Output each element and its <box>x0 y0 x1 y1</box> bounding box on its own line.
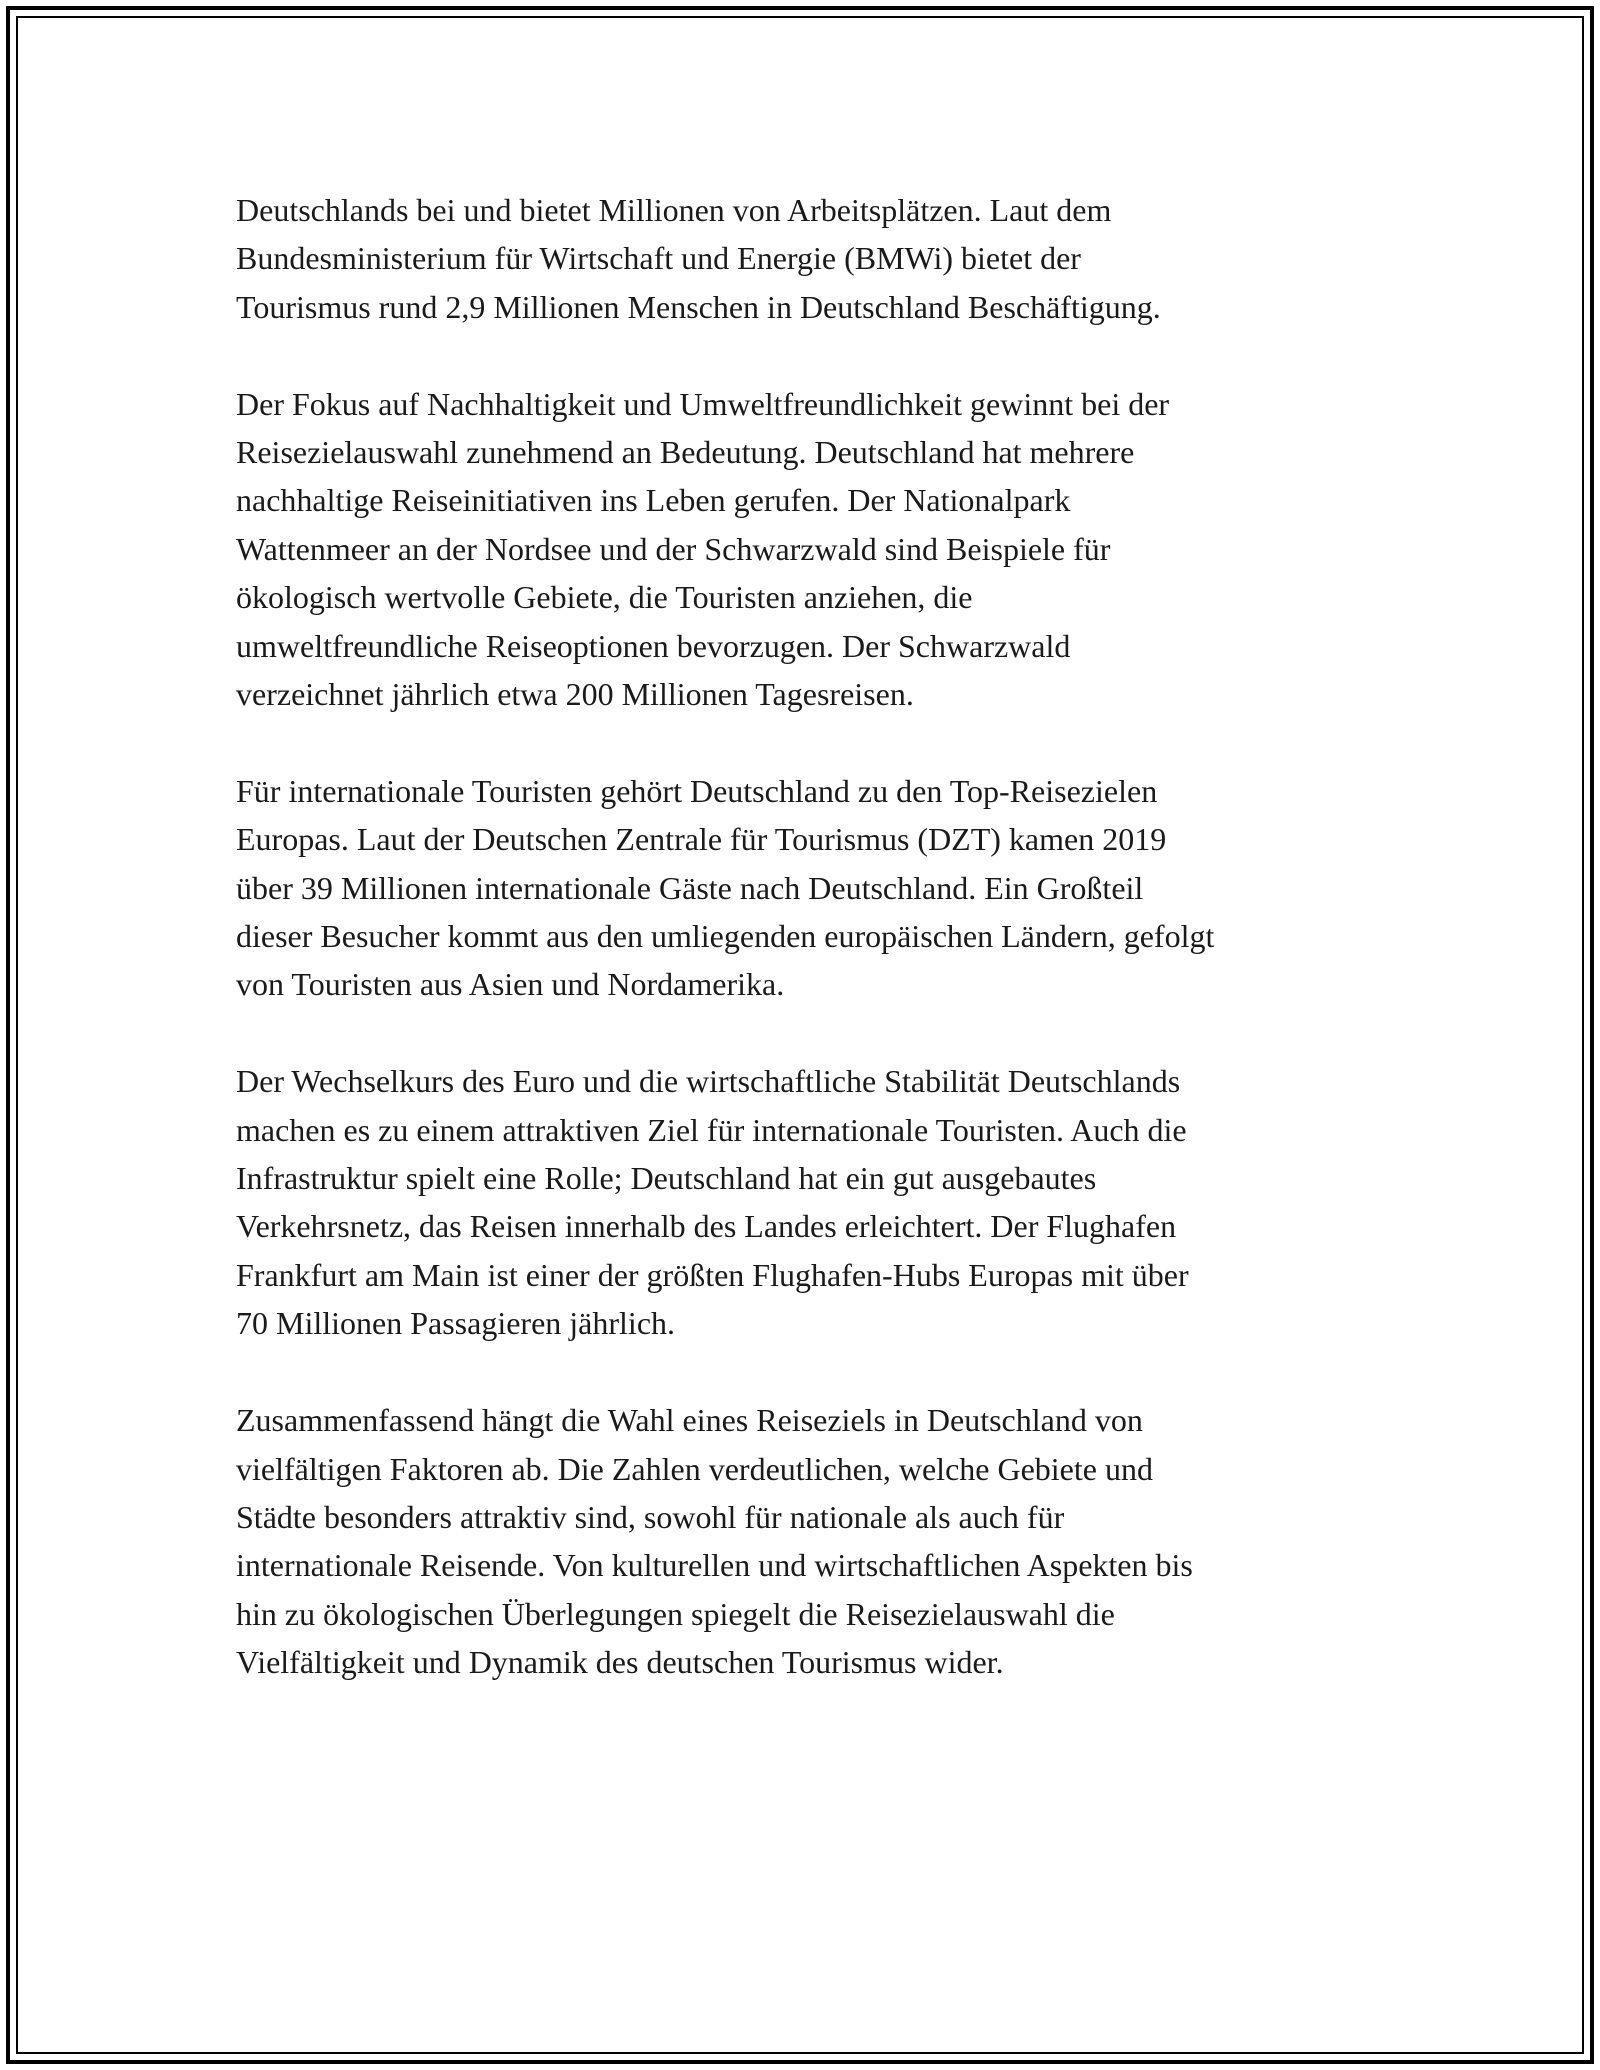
paragraph-conclusion: Zusammenfassend hängt die Wahl eines Reiseziels in Deutschland von vielfältigen Faktoren ab. Die Zahlen verdeutlichen, welche Gebiete und Städte besonders attraktiv sind, sowohl für nationale als auch für internationale Reisende. Von kulturellen und wirtschaftlichen Aspekten bis hin zu ökologischen Überlegungen spiegelt die Reisezielauswahl die Vielfältigkeit und Dynamik des deutschen Tourismus wider. <box>236 1402 1193 1681</box>
document-body <box>236 186 1386 1735</box>
paragraph-sustainability: Der Fokus auf Nachhaltigkeit und Umweltfreundlichkeit gewinnt bei der Reisezielauswahl zunehmend an Bedeutung. Deutschland hat mehrere nachhaltige Reiseinitiativen ins Leben gerufen. Der Nationalpark Wattenmeer an der Nordsee und der Schwarzwald sind Beispiele für ökologisch wertvolle Gebiete, die Touristen anziehen, die umweltfreundliche Reiseoptionen bevorzugen. Der Schwarzwald verzeichnet jährlich etwa 200 Millionen Tagesreisen. <box>236 385 1170 713</box>
paragraph-employment: Deutschlands bei und bietet Millionen von Arbeitsplätzen. Laut dem Bundesministerium für Wirtschaft und Energie (BMWi) bietet der Tourismus rund 2,9 Millionen Menschen in Deutschland Beschäftigung. <box>236 192 1161 325</box>
paragraph-international-tourists: Für internationale Touristen gehört Deutschland zu den Top-Reisezielen Europas. Laut der Deutschen Zentrale für Tourismus (DZT) kamen 2019 über 39 Millionen internationale Gäste nach Deutschland. Ein Großteil dieser Besucher kommt aus den umliegenden europäischen Ländern, gefolgt von Touristen aus Asien und Nordamerika. <box>236 772 1215 1003</box>
paragraph-exchange-rate-infrastructure: Der Wechselkurs des Euro und die wirtschaftliche Stabilität Deutschlands machen es zu einem attraktiven Ziel für internationale Touristen. Auch die Infrastruktur spielt eine Rolle; Deutschland hat ein gut ausgebautes Verkehrsnetz, das Reisen innerhalb des Landes erleichtert. Der Flughafen Frankfurt am Main ist einer der größten Flughafen-Hubs Europas mit über 70 Millionen Passagieren jährlich. <box>236 1063 1189 1342</box>
